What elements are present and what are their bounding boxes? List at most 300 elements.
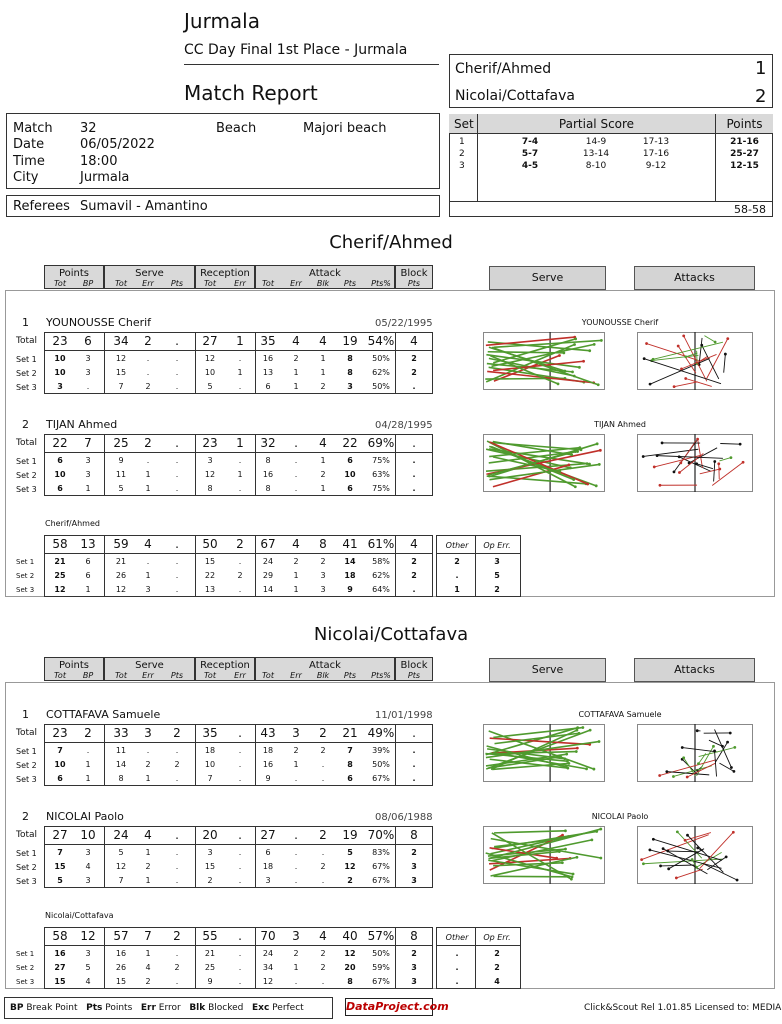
stat-cell: 2 bbox=[320, 470, 326, 479]
header-sub-tot: Tot bbox=[262, 671, 274, 680]
trajectory-end bbox=[717, 462, 720, 465]
player-chart-title: NICOLAI Paolo bbox=[591, 812, 649, 821]
stat-cell: . bbox=[238, 963, 242, 972]
stat-cell: 58% bbox=[372, 557, 390, 566]
row-label: Total bbox=[16, 336, 38, 346]
trajectory-end bbox=[691, 858, 694, 861]
legend-err-text: Error bbox=[158, 1003, 181, 1013]
other-cell: . bbox=[455, 963, 459, 972]
partial-header: Partial Score bbox=[558, 117, 635, 131]
trajectory-end bbox=[642, 455, 645, 458]
stat-cell: 10 bbox=[80, 828, 96, 842]
stat-cell: 32 bbox=[260, 436, 276, 450]
stat-cell: 3 bbox=[292, 726, 300, 740]
stat-cell: . bbox=[175, 571, 179, 580]
stat-cell: 2 bbox=[144, 436, 152, 450]
stat-cell: 1 bbox=[293, 382, 299, 391]
stat-col-divider bbox=[104, 434, 105, 496]
trajectory-end bbox=[558, 850, 561, 853]
stat-cell: 6 bbox=[57, 456, 63, 465]
stat-cell: . bbox=[412, 585, 416, 594]
stat-col-divider bbox=[104, 535, 105, 597]
stat-cell: . bbox=[175, 949, 179, 958]
trajectory-end bbox=[667, 867, 670, 870]
version-text: Click&Scout Rel 1.01.85 Licensed to: MEDIA bbox=[584, 1003, 782, 1013]
trajectory-end bbox=[588, 349, 591, 352]
header-sub-ptsp: Pts% bbox=[371, 671, 391, 680]
attacks-tab-button[interactable]: Attacks bbox=[634, 658, 755, 682]
header-reception-label: Reception bbox=[200, 660, 250, 671]
partial-score: 14-9 bbox=[585, 137, 607, 147]
stat-cell: 1 bbox=[293, 571, 299, 580]
trajectory-end bbox=[597, 383, 600, 386]
row-label: Set 3 bbox=[16, 877, 37, 886]
stat-cell: . bbox=[238, 382, 242, 391]
header-sub-pts: Pts bbox=[407, 279, 421, 288]
stat-cell: 24 bbox=[262, 949, 274, 958]
header-sub-tot: Tot bbox=[54, 671, 66, 680]
trajectory-end bbox=[566, 760, 569, 763]
stat-cell: 2 bbox=[145, 862, 151, 871]
trajectory-line bbox=[663, 849, 707, 874]
header-serve-label: Serve bbox=[135, 660, 164, 671]
stat-cell: 25 bbox=[113, 436, 129, 450]
stat-cell: 83% bbox=[372, 848, 390, 857]
stat-cell: 67% bbox=[372, 774, 390, 783]
trajectory-line bbox=[720, 444, 740, 445]
stat-cell: 1 bbox=[320, 354, 326, 363]
match-value: 32 bbox=[80, 121, 97, 136]
trajectory-end bbox=[593, 768, 596, 771]
stat-cell: 6 bbox=[265, 848, 271, 857]
header-attack-label: Attack bbox=[309, 660, 341, 671]
beach-label: Beach bbox=[216, 121, 257, 136]
trajectory-end bbox=[574, 338, 577, 341]
stat-cell: 2 bbox=[320, 949, 326, 958]
header-sub-ptsp: Pts% bbox=[371, 279, 391, 288]
stat-col-divider bbox=[395, 724, 396, 786]
stat-cell: 10 bbox=[204, 368, 216, 377]
stat-cell: . bbox=[238, 585, 242, 594]
trajectory-end bbox=[686, 776, 689, 779]
stat-cell: 10 bbox=[204, 760, 216, 769]
team-section-title: Nicolai/Cottafava bbox=[313, 624, 469, 645]
trajectory-end bbox=[566, 767, 569, 770]
trajectory-end bbox=[673, 470, 676, 473]
partial-score: 13-14 bbox=[582, 149, 610, 159]
stat-cell: . bbox=[175, 354, 179, 363]
stat-cell: 1 bbox=[293, 760, 299, 769]
stat-table-divider bbox=[44, 844, 433, 845]
stat-cell: 16 bbox=[262, 760, 274, 769]
title-divider bbox=[184, 64, 439, 65]
stat-cell: . bbox=[238, 929, 242, 943]
stat-table-divider bbox=[44, 452, 433, 453]
stat-cell: 3 bbox=[85, 368, 91, 377]
stat-cell: 1 bbox=[293, 368, 299, 377]
header-sub-pts: Pts bbox=[343, 671, 357, 680]
trajectory-end bbox=[561, 861, 564, 864]
trajectory-end bbox=[662, 847, 665, 850]
trajectory-end bbox=[659, 865, 662, 868]
trajectory-end bbox=[581, 726, 584, 729]
trajectory-end bbox=[649, 383, 652, 386]
stat-cell: 1 bbox=[237, 368, 243, 377]
stat-cell: 3 bbox=[320, 585, 326, 594]
stat-cell: 1 bbox=[145, 571, 151, 580]
header-points-label: Points bbox=[58, 660, 90, 671]
city-value: Jurmala bbox=[80, 170, 130, 185]
trajectory-end bbox=[713, 750, 716, 753]
stat-cell: . bbox=[238, 876, 242, 885]
trajectory-end bbox=[696, 438, 699, 441]
trajectory-end bbox=[742, 461, 745, 464]
header-sub-tot: Tot bbox=[115, 671, 127, 680]
trajectory-end bbox=[661, 442, 664, 445]
partial-score: 17-13 bbox=[642, 137, 670, 147]
trajectory-line bbox=[674, 382, 698, 387]
stat-cell: 1 bbox=[145, 774, 151, 783]
stat-cell: . bbox=[175, 774, 179, 783]
trajectory-end bbox=[665, 770, 668, 773]
stat-cell: 2 bbox=[320, 963, 326, 972]
set-number: 2 bbox=[459, 149, 465, 159]
stat-cell: 21 bbox=[54, 557, 66, 566]
operr-cell: 3 bbox=[494, 557, 500, 566]
stat-cell: 57 bbox=[113, 929, 129, 943]
trajectory-end bbox=[739, 443, 742, 446]
stat-cell: 2 bbox=[293, 949, 299, 958]
stat-cell: 1 bbox=[85, 774, 91, 783]
team-summary-label: Cherif/Ahmed bbox=[45, 519, 100, 528]
stat-cell: 2 bbox=[320, 862, 326, 871]
trajectory-end bbox=[572, 873, 575, 876]
header-sub-bp: BP bbox=[82, 671, 94, 680]
trajectory-line bbox=[650, 358, 709, 384]
stat-cell: . bbox=[175, 977, 179, 986]
stat-cell: 57% bbox=[367, 929, 395, 943]
trajectory-end bbox=[595, 484, 598, 487]
stat-cell: 6 bbox=[347, 774, 353, 783]
serve-tab-button[interactable]: Serve bbox=[489, 658, 606, 682]
stat-cell: 1 bbox=[236, 334, 244, 348]
set-points: 25-27 bbox=[730, 149, 759, 159]
stat-cell: 4 bbox=[144, 828, 152, 842]
stat-cell: . bbox=[86, 382, 90, 391]
trajectory-end bbox=[656, 454, 659, 457]
stat-cell: 8 bbox=[265, 484, 271, 493]
trajectory-line bbox=[715, 729, 732, 767]
stat-cell: 2 bbox=[145, 977, 151, 986]
stat-cell: 2 bbox=[411, 368, 417, 377]
match-subtitle: CC Day Final 1st Place - Jurmala bbox=[184, 42, 408, 58]
trajectory-end bbox=[586, 483, 589, 486]
stat-cell: 8 bbox=[319, 537, 327, 551]
points-header: Points bbox=[726, 117, 763, 131]
stat-cell: 3 bbox=[292, 929, 300, 943]
legend-exc-text: Perfect bbox=[272, 1003, 304, 1013]
stat-cell: 4 bbox=[85, 862, 91, 871]
stat-col-divider bbox=[395, 826, 396, 888]
trajectory-end bbox=[677, 345, 680, 348]
row-label: Total bbox=[16, 728, 38, 738]
stat-cell: . bbox=[238, 760, 242, 769]
stat-cell: . bbox=[238, 456, 242, 465]
stat-cell: 12 bbox=[115, 585, 127, 594]
stat-cell: 2 bbox=[207, 876, 213, 885]
stat-table-divider bbox=[44, 553, 433, 554]
stat-cell: 1 bbox=[293, 585, 299, 594]
stat-cell: . bbox=[175, 876, 179, 885]
stat-cell: . bbox=[412, 774, 416, 783]
stat-cell: 7 bbox=[57, 746, 63, 755]
trajectory-end bbox=[652, 358, 655, 361]
player-birthdate: 04/28/1995 bbox=[375, 420, 433, 431]
trajectory-end bbox=[575, 750, 578, 753]
stat-cell: 3 bbox=[144, 726, 152, 740]
legend-blk: Blk bbox=[189, 1003, 206, 1013]
trajectory-end bbox=[682, 334, 685, 337]
operr-cell: 2 bbox=[494, 963, 500, 972]
header-sub-blk: Blk bbox=[316, 671, 330, 680]
stat-cell: 2 bbox=[237, 571, 243, 580]
other-cell: . bbox=[455, 571, 459, 580]
stat-cell: 5 bbox=[347, 848, 353, 857]
stat-cell: 70% bbox=[367, 828, 395, 842]
row-label: Set 1 bbox=[16, 558, 35, 566]
trajectory-end bbox=[599, 857, 602, 860]
attacks-tab-button[interactable]: Attacks bbox=[634, 266, 755, 290]
stat-cell: 4 bbox=[319, 929, 327, 943]
row-label: Set 1 bbox=[16, 457, 37, 466]
stat-cell: . bbox=[175, 368, 179, 377]
stat-cell: 2 bbox=[144, 334, 152, 348]
stat-cell: 4 bbox=[319, 334, 327, 348]
stat-cell: 3 bbox=[207, 848, 213, 857]
stat-cell: 12 bbox=[204, 354, 216, 363]
stat-cell: . bbox=[321, 977, 325, 986]
stat-cell: 2 bbox=[293, 746, 299, 755]
legend-err: Err bbox=[140, 1003, 156, 1013]
stat-cell: . bbox=[175, 848, 179, 857]
stat-cell: 13 bbox=[262, 368, 274, 377]
row-label: Set 1 bbox=[16, 849, 37, 858]
stat-cell: 67% bbox=[372, 876, 390, 885]
trajectory-end bbox=[648, 849, 651, 852]
stat-cell: 25 bbox=[54, 571, 66, 580]
stat-cell: 2 bbox=[84, 726, 92, 740]
stat-cell: . bbox=[412, 436, 416, 450]
stat-cell: 5 bbox=[85, 963, 91, 972]
stat-cell: 26 bbox=[115, 571, 127, 580]
trajectory-end bbox=[681, 746, 684, 749]
stat-cell: 3 bbox=[265, 876, 271, 885]
stat-cell: 10 bbox=[54, 354, 66, 363]
stat-cell: . bbox=[412, 760, 416, 769]
stat-cell: 5 bbox=[118, 484, 124, 493]
stat-cell: 13 bbox=[80, 537, 96, 551]
stat-cell: . bbox=[294, 828, 298, 842]
stat-cell: 2 bbox=[411, 557, 417, 566]
trajectory-end bbox=[559, 755, 562, 758]
header-sub-err: Err bbox=[290, 671, 302, 680]
serve-chart bbox=[483, 434, 605, 492]
stat-cell: 2 bbox=[411, 571, 417, 580]
stat-cell: 23 bbox=[202, 436, 218, 450]
stat-cell: . bbox=[175, 436, 179, 450]
row-label: Set 2 bbox=[16, 964, 35, 972]
row-label: Set 2 bbox=[16, 471, 37, 480]
trajectory-end bbox=[684, 355, 687, 358]
stat-cell: 7 bbox=[57, 848, 63, 857]
stat-cell: 3 bbox=[85, 354, 91, 363]
stat-cell: 6 bbox=[85, 557, 91, 566]
trajectory-end bbox=[578, 446, 581, 449]
stat-table-divider bbox=[44, 945, 433, 946]
stat-cell: 5 bbox=[118, 848, 124, 857]
trajectory-end bbox=[578, 366, 581, 369]
stat-cell: 39% bbox=[372, 746, 390, 755]
stat-cell: 7 bbox=[347, 746, 353, 755]
trajectory-end bbox=[675, 877, 678, 880]
operr-cell: 5 bbox=[494, 571, 500, 580]
stat-cell: . bbox=[238, 862, 242, 871]
stat-cell: 3 bbox=[347, 382, 353, 391]
trajectory-end bbox=[574, 450, 577, 453]
trajectory-line bbox=[644, 359, 721, 384]
report-title: Match Report bbox=[184, 81, 318, 105]
stat-cell: 34 bbox=[262, 963, 274, 972]
stat-cell: . bbox=[146, 456, 150, 465]
row-label: Set 2 bbox=[16, 863, 37, 872]
referees-box bbox=[6, 195, 440, 217]
stat-cell: 6 bbox=[347, 484, 353, 493]
date-value: 06/05/2022 bbox=[80, 137, 155, 152]
stat-cell: 22 bbox=[52, 436, 68, 450]
serve-chart bbox=[483, 332, 605, 390]
trajectory-end bbox=[589, 729, 592, 732]
stat-cell: 18 bbox=[204, 746, 216, 755]
trajectory-end bbox=[695, 462, 698, 465]
trajectory-end bbox=[576, 729, 579, 732]
header-sub-err: Err bbox=[290, 279, 302, 288]
player-number: 1 bbox=[22, 316, 29, 329]
stat-col-divider bbox=[395, 535, 396, 597]
stat-cell: 75% bbox=[372, 456, 390, 465]
header-sub-blk: Blk bbox=[316, 279, 330, 288]
trajectory-end bbox=[596, 442, 599, 445]
stat-cell: . bbox=[294, 848, 298, 857]
operr-cell: 4 bbox=[494, 977, 500, 986]
stat-col-divider bbox=[104, 332, 105, 394]
stat-cell: 3 bbox=[85, 848, 91, 857]
row-label: Set 3 bbox=[16, 978, 35, 986]
stat-cell: 41 bbox=[342, 537, 358, 551]
stat-cell: 14 bbox=[262, 585, 274, 594]
trajectory-end bbox=[582, 360, 585, 363]
stat-cell: 27 bbox=[202, 334, 218, 348]
row-label: Set 1 bbox=[16, 747, 37, 756]
row-label: Set 3 bbox=[16, 485, 37, 494]
stat-cell: 7 bbox=[84, 436, 92, 450]
trajectory-end bbox=[576, 856, 579, 859]
stat-cell: 16 bbox=[262, 354, 274, 363]
stat-cell: . bbox=[175, 862, 179, 871]
trajectory-end bbox=[733, 746, 736, 749]
player-birthdate: 11/01/1998 bbox=[375, 710, 433, 721]
stat-cell: 12 bbox=[344, 862, 356, 871]
stat-cell: 26 bbox=[115, 963, 127, 972]
stat-cell: 15 bbox=[54, 977, 66, 986]
trajectory-end bbox=[725, 855, 728, 858]
stat-table-divider bbox=[44, 742, 433, 743]
stat-cell: 2 bbox=[320, 746, 326, 755]
stat-cell: 1 bbox=[320, 368, 326, 377]
stat-cell: 18 bbox=[262, 746, 274, 755]
attack-chart bbox=[637, 332, 753, 390]
stat-cell: 27 bbox=[54, 963, 66, 972]
stat-cell: 8 bbox=[347, 760, 353, 769]
stat-cell: 67% bbox=[372, 977, 390, 986]
stat-cell: . bbox=[321, 876, 325, 885]
team-section-title: Cherif/Ahmed bbox=[329, 232, 453, 253]
set-number: 3 bbox=[459, 161, 465, 171]
stat-cell: 75% bbox=[372, 484, 390, 493]
stat-cell: . bbox=[146, 354, 150, 363]
trajectory-end bbox=[712, 745, 715, 748]
stat-cell: 6 bbox=[57, 774, 63, 783]
player-name: NICOLAI Paolo bbox=[46, 810, 124, 823]
partial-score: 8-10 bbox=[585, 161, 607, 171]
row-label: Total bbox=[16, 438, 38, 448]
stat-cell: 67% bbox=[372, 862, 390, 871]
attack-chart bbox=[637, 826, 753, 884]
header-block-label: Block bbox=[400, 268, 428, 279]
stat-cell: . bbox=[294, 470, 298, 479]
trajectory-end bbox=[640, 858, 643, 861]
score-total: 58-58 bbox=[734, 203, 766, 216]
set-points: 12-15 bbox=[730, 161, 759, 171]
stat-cell: 2 bbox=[411, 354, 417, 363]
stat-col-divider bbox=[104, 826, 105, 888]
serve-tab-button[interactable]: Serve bbox=[489, 266, 606, 290]
stat-cell: 7 bbox=[144, 929, 152, 943]
stat-table-divider bbox=[44, 350, 433, 351]
partial-score: 7-4 bbox=[521, 137, 539, 147]
stat-cell: 9 bbox=[118, 456, 124, 465]
trajectory-end bbox=[586, 462, 589, 465]
trajectory-end bbox=[676, 830, 679, 833]
trajectory-end bbox=[684, 839, 687, 842]
trajectory-end bbox=[729, 732, 732, 735]
stat-cell: 2 bbox=[293, 354, 299, 363]
row-label: Set 2 bbox=[16, 369, 37, 378]
trajectory-end bbox=[726, 337, 729, 340]
trajectory-end bbox=[673, 385, 676, 388]
stat-cell: 15 bbox=[54, 862, 66, 871]
stat-cell: 35 bbox=[202, 726, 218, 740]
stat-col-divider bbox=[395, 434, 396, 496]
stat-cell: 9 bbox=[347, 585, 353, 594]
team1-sets: 1 bbox=[755, 58, 767, 79]
header-sub-pts: Pts bbox=[170, 671, 184, 680]
trajectory-end bbox=[562, 351, 565, 354]
stat-cell: 8 bbox=[347, 977, 353, 986]
stat-cell: 10 bbox=[344, 470, 356, 479]
header-sub-tot: Tot bbox=[204, 279, 216, 288]
stat-cell: . bbox=[146, 368, 150, 377]
stat-cell: 12 bbox=[344, 949, 356, 958]
